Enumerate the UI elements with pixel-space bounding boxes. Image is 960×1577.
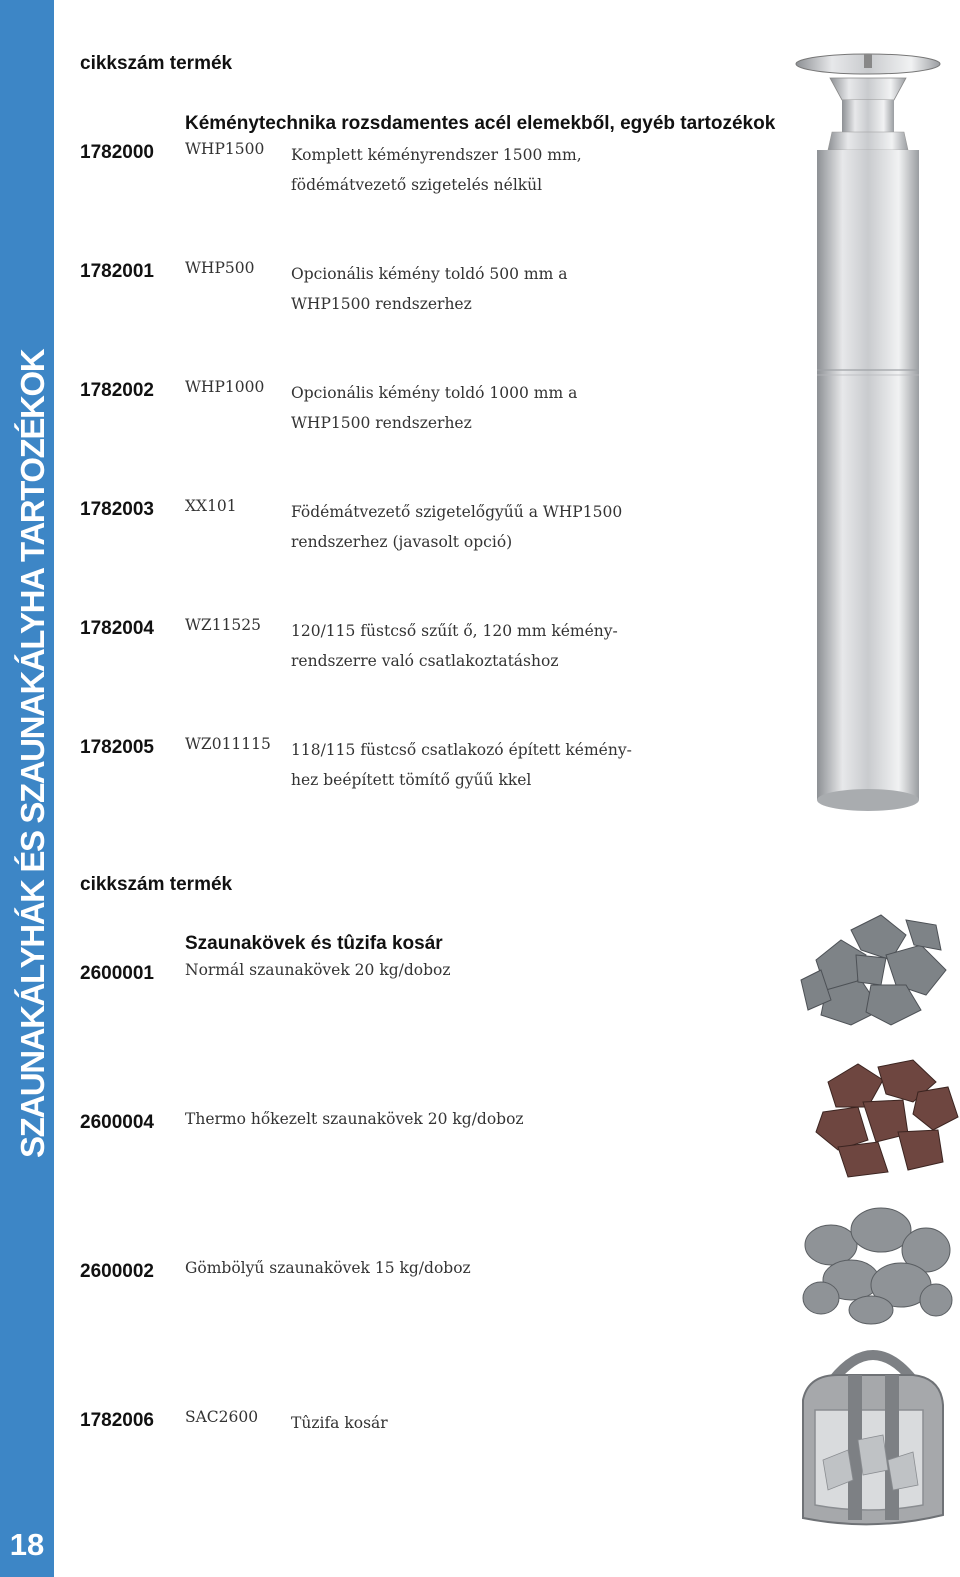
- product-code: WZ011115: [185, 735, 271, 753]
- product-description: Normál szaunakövek 20 kg/doboz: [185, 961, 451, 979]
- firewood-basket-image: [793, 1340, 953, 1530]
- product-description: Tûzifa kosár: [291, 1414, 388, 1432]
- column-header: cikkszám termék: [80, 53, 233, 74]
- product-sku: 1782003: [80, 499, 154, 520]
- product-sku: 1782006: [80, 1410, 154, 1431]
- round-stones-image: [796, 1200, 956, 1330]
- description-line: födémátvezető szigetelés nélkül: [291, 176, 543, 194]
- sidebar-title: SZAUNAKÁLYHÁK ÉS SZAUNAKÁLYHA TARTOZÉKOK: [14, 349, 51, 1158]
- description-line: Födémátvezető szigetelőgyűű a WHP1500: [291, 503, 623, 521]
- description-line: 118/115 füstcső csatlakozó épített kémény-: [291, 741, 632, 759]
- description-line: WHP1500 rendszerhez: [291, 414, 472, 432]
- description-line: Opcionális kémény toldó 500 mm a: [291, 265, 568, 283]
- product-sku: 2600001: [80, 963, 154, 984]
- chimney-image: [790, 50, 945, 820]
- product-sku: 1782004: [80, 618, 154, 639]
- product-code: XX101: [185, 497, 237, 515]
- product-description: [291, 735, 641, 795]
- sidebar: [0, 0, 54, 1577]
- product-sku: 1782005: [80, 737, 154, 758]
- description-line: Komplett kéményrendszer 1500 mm,: [291, 146, 582, 164]
- product-sku: 1782002: [80, 380, 154, 401]
- description-line: Opcionális kémény toldó 1000 mm a: [291, 384, 578, 402]
- description-line: rendszerhez (javasolt opció): [291, 533, 513, 551]
- product-code: WZ11525: [185, 616, 262, 634]
- product-description: Gömbölyű szaunakövek 15 kg/doboz: [185, 1259, 471, 1277]
- product-code: WHP1000: [185, 378, 265, 396]
- section-title: Kéménytechnika rozsdamentes acél elemekből, egyéb tartozékok: [185, 113, 776, 134]
- page-number: 18: [9, 1527, 45, 1562]
- product-description: [291, 140, 641, 200]
- normal-stones-image: [796, 900, 956, 1030]
- product-sku: 1782001: [80, 261, 154, 282]
- product-description: [291, 616, 641, 676]
- product-code: WHP1500: [185, 140, 265, 158]
- description-line: 120/115 füstcső szűít ő, 120 mm kémény-: [291, 622, 618, 640]
- description-line: WHP1500 rendszerhez: [291, 295, 472, 313]
- product-description: Thermo hőkezelt szaunakövek 20 kg/doboz: [185, 1110, 524, 1128]
- thermo-stones-image: [808, 1052, 960, 1182]
- product-sku: 1782000: [80, 142, 154, 163]
- product-sku: 2600004: [80, 1112, 154, 1133]
- product-description: [291, 497, 641, 557]
- product-code: SAC2600: [185, 1408, 259, 1426]
- section-title: Szaunakövek és tûzifa kosár: [185, 933, 443, 954]
- product-description: [291, 259, 641, 319]
- column-header: cikkszám termék: [80, 874, 233, 895]
- description-line: rendszerre való csatlakoztatáshoz: [291, 652, 559, 670]
- product-sku: 2600002: [80, 1261, 154, 1282]
- product-description: [291, 378, 641, 438]
- product-code: WHP500: [185, 259, 255, 277]
- description-line: hez beépített tömítő gyűű kkel: [291, 771, 532, 789]
